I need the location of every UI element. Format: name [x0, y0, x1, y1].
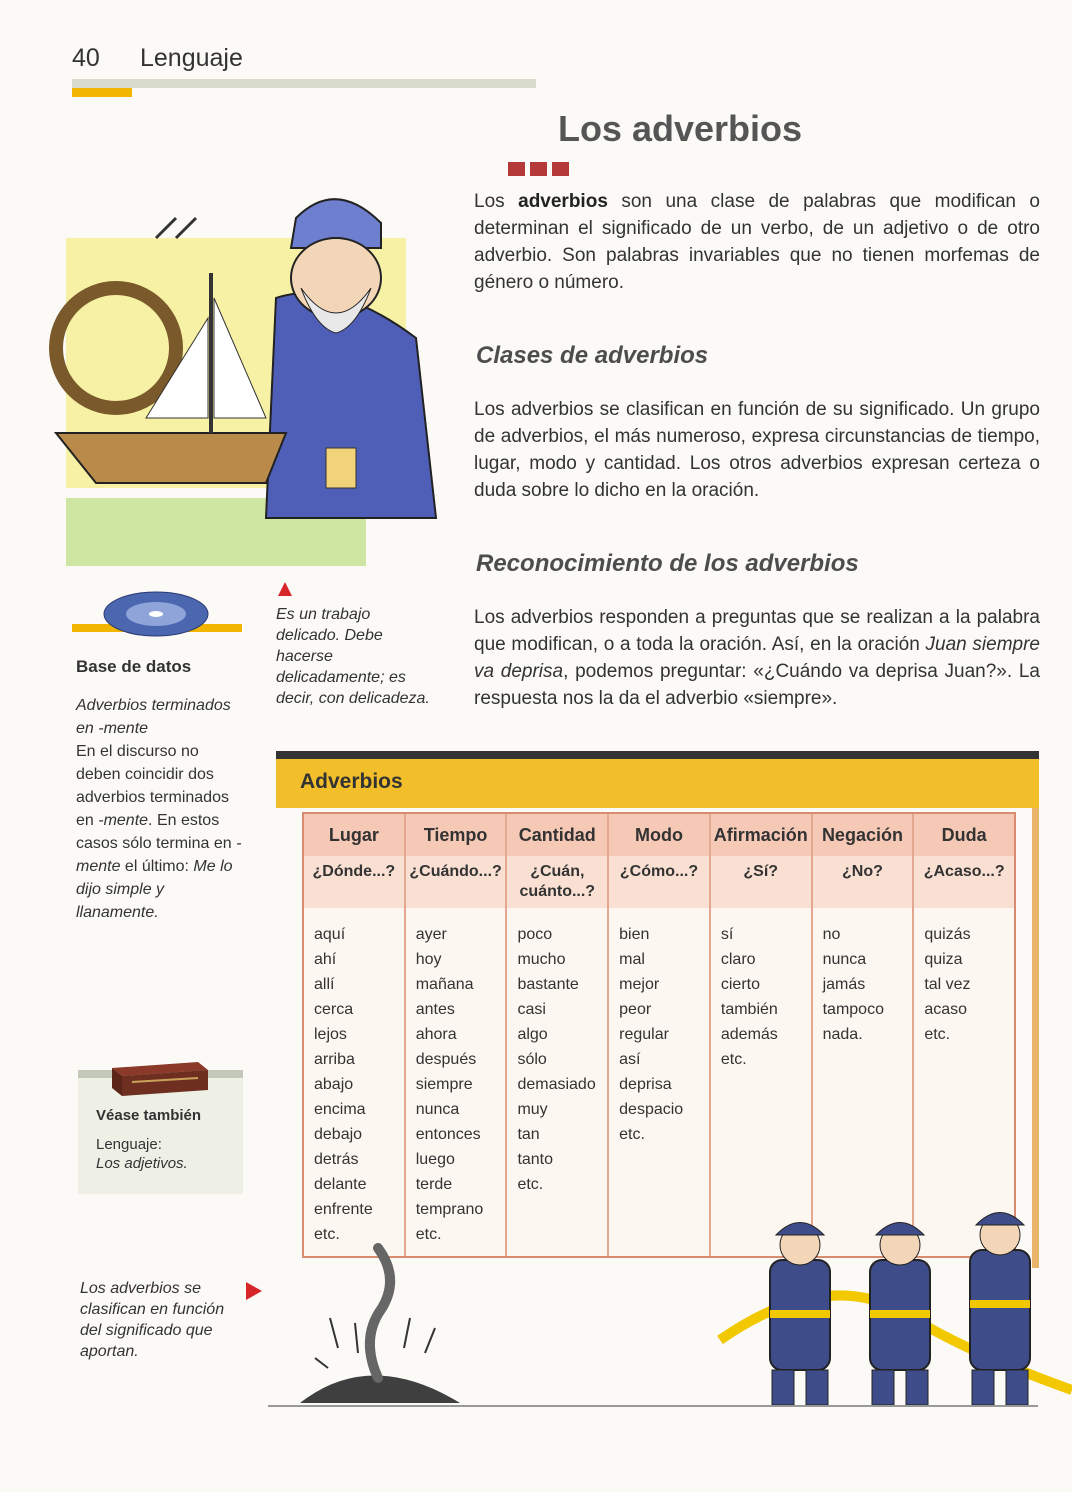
table-cell: tanto: [517, 1151, 554, 1168]
table-cell: peor: [619, 1001, 652, 1018]
table-cell: además: [720, 1026, 778, 1043]
table-cell: nunca: [822, 951, 867, 968]
title-ornament: [508, 162, 569, 176]
column-header: Afirmación: [711, 814, 811, 856]
section-text-reconocimiento: Los adverbios responden a preguntas que se realizan a la palabra que modifican, o a toda la oración. Así, en la oración Juan siempre va deprisa, podemos preguntar: «¿Cuándo va deprisa Juan?». La respuesta nos la da el adverbio «siempre».: [474, 607, 1041, 709]
table-column-lugar: [304, 814, 406, 1256]
table-cell: acaso: [924, 1001, 968, 1018]
table-cell: mal: [619, 951, 645, 968]
table-cell: etc.: [314, 1226, 340, 1243]
intro-bold-term: adverbios: [518, 191, 608, 212]
column-items: [914, 908, 1014, 1047]
table-cell: cerca: [314, 1001, 354, 1018]
cd-disc-icon: [102, 590, 210, 638]
table-cell: siempre: [415, 1076, 473, 1093]
firemen-illustration: [700, 1150, 1072, 1420]
table-cell: tan: [517, 1126, 540, 1143]
page-number: 40: [72, 44, 100, 72]
table-column-tiempo: [406, 814, 508, 1256]
table-cell: sí: [720, 926, 734, 943]
table-column-cantidad: [507, 814, 609, 1256]
column-question: ¿Dónde...?: [304, 856, 404, 908]
table-cell: etc.: [517, 1176, 544, 1193]
table-cell: etc.: [619, 1126, 645, 1143]
table-cell: tal vez: [924, 976, 971, 993]
see-also-text: Lenguaje: Los adjetivos.: [96, 1136, 188, 1172]
column-question: ¿Cómo...?: [609, 856, 709, 908]
table-cell: allí: [314, 976, 335, 993]
table-cell: muy: [517, 1101, 548, 1118]
table-cell: después: [415, 1051, 477, 1068]
table-cell: tampoco: [822, 1001, 884, 1018]
table-cell: mucho: [517, 951, 566, 968]
see-also-heading: Véase también: [96, 1107, 202, 1124]
caption-pointer-icon: [278, 582, 292, 596]
table-cell: lejos: [314, 1026, 347, 1043]
column-header: Tiempo: [406, 814, 506, 856]
database-text: Adverbios terminados en -mente En el discurso no deben coincidir dos adverbios terminados en -mente. En estos casos sólo termina en -mente el último: Me lo dijo simple y llanamente.: [76, 697, 242, 921]
database-heading: Base de datos: [76, 657, 192, 676]
table-cell: etc.: [924, 1026, 951, 1043]
table-cell: mejor: [619, 976, 660, 993]
table-cell: ahí: [314, 951, 337, 968]
table-cell: aquí: [314, 926, 346, 943]
table-cell: deprisa: [619, 1076, 672, 1093]
table-cell: hoy: [415, 951, 442, 968]
page-title: Los adverbios: [557, 108, 803, 149]
table-cell: temprano: [415, 1201, 484, 1218]
table-cell: arriba: [314, 1051, 355, 1068]
table-cell: también: [720, 1001, 778, 1018]
table-cell: claro: [720, 951, 756, 968]
column-items: [406, 908, 506, 1247]
column-header: Modo: [609, 814, 709, 856]
table-cell: nunca: [415, 1101, 460, 1118]
table-cell: debajo: [314, 1126, 363, 1143]
table-cell: poco: [517, 926, 553, 943]
column-items: [609, 908, 709, 1147]
smoking-pile-illustration: [260, 1228, 490, 1418]
table-column-modo: [609, 814, 711, 1256]
table-cell: nada.: [822, 1026, 863, 1043]
table-cell: encima: [314, 1101, 366, 1118]
table-cell: quiza: [924, 951, 963, 968]
table-cell: regular: [619, 1026, 669, 1043]
column-question: ¿Sí?: [711, 856, 811, 908]
table-cell: despacio: [619, 1101, 684, 1118]
table-cell: bien: [619, 926, 650, 943]
illustration-caption: Es un trabajo delicado. Debe hacerse delicadamente; es decir, con delicadeza.: [276, 606, 430, 707]
table-cell: terde: [415, 1176, 453, 1193]
table-cell: cierto: [720, 976, 760, 993]
table-cell: demasiado: [517, 1076, 596, 1093]
header-accent: [72, 88, 132, 97]
column-header: Cantidad: [507, 814, 607, 856]
table-cell: etc.: [720, 1051, 747, 1068]
table-cell: bastante: [517, 976, 579, 993]
sailor-illustration: [36, 178, 456, 570]
table-cell: delante: [314, 1176, 367, 1193]
column-items: [507, 908, 607, 1197]
table-cell: ayer: [415, 926, 447, 943]
section-name: Lenguaje: [140, 44, 243, 72]
table-top-bar: [276, 751, 1039, 759]
table-side-caption: Los adverbios se clasifican en función del significado que aportan.: [80, 1280, 225, 1360]
book-icon: [108, 1058, 212, 1098]
table-cell: mañana: [415, 976, 474, 993]
column-header: Duda: [914, 814, 1014, 856]
section-heading-reconocimiento: Reconocimiento de los adverbios: [476, 550, 859, 577]
header-rule: [72, 79, 536, 88]
ground-line: [268, 1405, 1038, 1407]
column-items: [711, 908, 811, 1072]
table-cell: abajo: [314, 1076, 354, 1093]
table-cell: enfrente: [314, 1201, 373, 1218]
table-title: Adverbios: [300, 770, 403, 793]
section-text-clases: Los adverbios se clasifican en función de su significado. Un grupo de adverbios, el más numeroso, expresa circunstancias de tiempo, lugar, modo y cantidad. Los otros adverbios expresan certeza o duda sobre lo dicho en la oración.: [474, 399, 1040, 501]
column-question: ¿Cuán, cuánto...?: [507, 856, 607, 908]
table-cell: así: [619, 1051, 641, 1068]
column-items: [813, 908, 913, 1047]
table-cell: detrás: [314, 1151, 359, 1168]
column-header: Negación: [813, 814, 913, 856]
table-cell: entonces: [415, 1126, 481, 1143]
table-cell: sólo: [517, 1051, 547, 1068]
column-question: ¿Cuándo...?: [406, 856, 506, 908]
table-cell: ahora: [415, 1026, 457, 1043]
table-cell: algo: [517, 1026, 548, 1043]
column-items: [304, 908, 404, 1247]
column-question: ¿No?: [813, 856, 913, 908]
table-cell: jamás: [822, 976, 866, 993]
table-cell: antes: [415, 1001, 455, 1018]
column-question: ¿Acaso...?: [914, 856, 1014, 908]
section-heading-clases: Clases de adverbios: [476, 342, 709, 369]
column-header: Lugar: [304, 814, 404, 856]
intro-paragraph: Los adverbios son una clase de palabras que modifican o determinan el significado de un verbo, de un adjetivo o de otro adverbio. Son palabras invariables que no tienen morfemas de género o número.: [474, 191, 1040, 293]
table-cell: luego: [415, 1151, 455, 1168]
table-cell: etc.: [415, 1226, 442, 1243]
table-cell: casi: [517, 1001, 546, 1018]
table-cell: quizás: [924, 926, 971, 943]
table-cell: no: [822, 926, 841, 943]
